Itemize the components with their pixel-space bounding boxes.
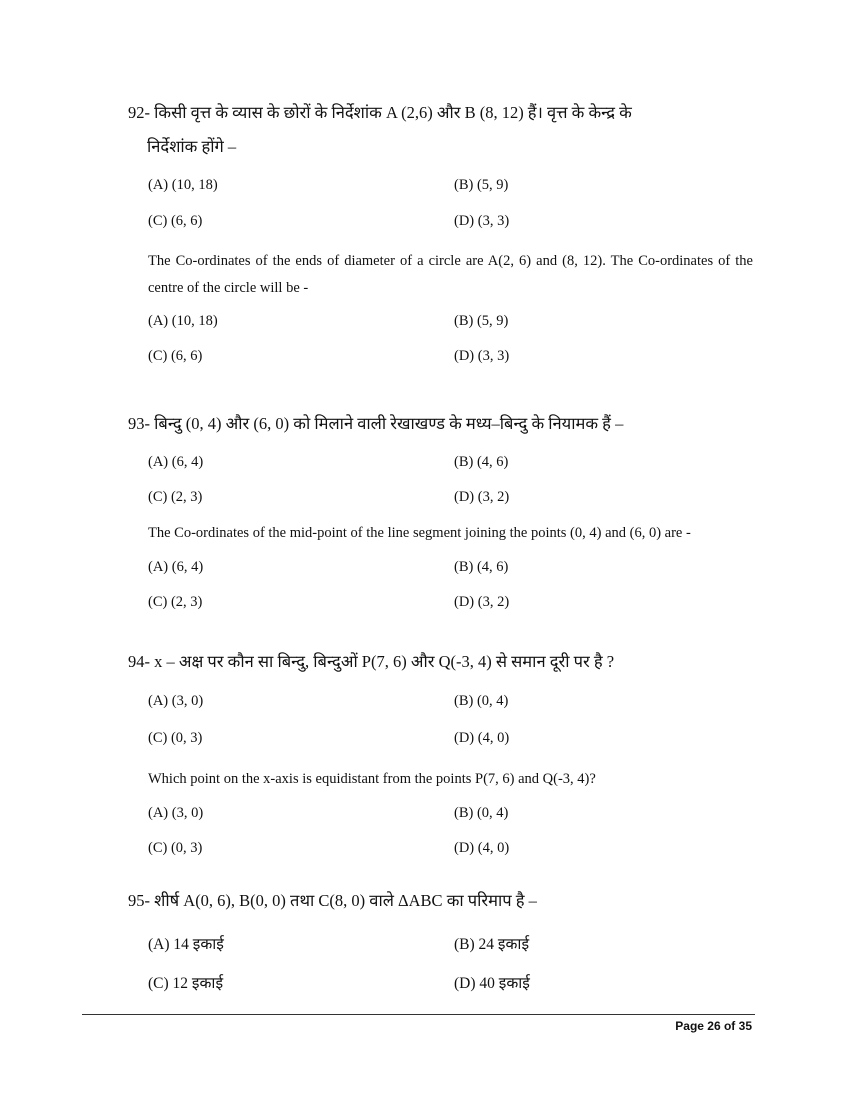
- question-94-hindi-line1: 94- x – अक्ष पर कौन सा बिन्दु, बिन्दुओं P(7, 6) और Q(-3, 4) से समान दूरी पर है ?: [128, 652, 615, 671]
- q93-en-option-d: (D) (3, 2): [454, 594, 510, 610]
- q92-en-option-b: (B) (5, 9): [454, 313, 509, 329]
- footer-divider: [82, 1014, 755, 1015]
- question-93-english: The Co-ordinates of the mid-point of the line segment joining the points (0, 4) and (6, 0) are -: [148, 525, 691, 541]
- question-92-hindi-line2: निर्देशांक होंगे –: [147, 137, 237, 156]
- q94-en-option-b: (B) (0, 4): [454, 805, 509, 821]
- q95-option-c: (C) 12 इकाई: [148, 975, 224, 992]
- page-number: Page 26 of 35: [675, 1019, 752, 1033]
- question-95-hindi-line1: 95- शीर्ष A(0, 6), B(0, 0) तथा C(8, 0) वाले ΔABC का परिमाप है –: [128, 891, 537, 910]
- question-95-hindi: [128, 884, 753, 918]
- q94-en-option-d: (D) (4, 0): [454, 840, 510, 856]
- q95-option-a: (A) 14 इकाई: [148, 936, 224, 953]
- q95-option-d: (D) 40 इकाई: [454, 975, 530, 992]
- question-94-hindi: [128, 645, 753, 679]
- q94-hi-option-c: (C) (0, 3): [148, 730, 203, 746]
- q92-hi-option-b: (B) (5, 9): [454, 177, 509, 193]
- q94-hi-option-b: (B) (0, 4): [454, 693, 509, 709]
- q94-hi-option-a: (A) (3, 0): [148, 693, 204, 709]
- q94-en-option-c: (C) (0, 3): [148, 840, 203, 856]
- q92-hi-option-c: (C) (6, 6): [148, 213, 203, 229]
- question-92-english: The Co-ordinates of the ends of diameter of a circle are A(2, 6) and (8, 12). The Co-ordinates of the centre of the circle will be -: [148, 253, 753, 296]
- question-94-english: Which point on the x-axis is equidistant from the points P(7, 6) and Q(-3, 4)?: [148, 771, 596, 787]
- q92-en-option-d: (D) (3, 3): [454, 348, 510, 364]
- q94-en-option-a: (A) (3, 0): [148, 805, 204, 821]
- q92-hi-option-d: (D) (3, 3): [454, 213, 510, 229]
- q93-en-option-c: (C) (2, 3): [148, 594, 203, 610]
- question-92-hindi: [128, 96, 753, 164]
- question-93-hindi-line1: 93- बिन्दु (0, 4) और (6, 0) को मिलाने वाली रेखाखण्ड के मध्य–बिन्दु के नियामक हैं –: [128, 414, 624, 433]
- question-92-hindi-line1: 92- किसी वृत्त के व्यास के छोरों के निर्देशांक A (2,6) और B (8, 12) हैं। वृत्त के केन्द्र के: [128, 103, 632, 122]
- q92-en-option-a: (A) (10, 18): [148, 313, 218, 329]
- q93-en-option-b: (B) (4, 6): [454, 559, 509, 575]
- q94-hi-option-d: (D) (4, 0): [454, 730, 510, 746]
- q95-option-b: (B) 24 इकाई: [454, 936, 530, 953]
- q93-hi-option-a: (A) (6, 4): [148, 454, 204, 470]
- q93-hi-option-b: (B) (4, 6): [454, 454, 509, 470]
- q93-hi-option-d: (D) (3, 2): [454, 489, 510, 505]
- q92-en-option-c: (C) (6, 6): [148, 348, 203, 364]
- question-93-hindi: [128, 407, 753, 441]
- q92-hi-option-a: (A) (10, 18): [148, 177, 218, 193]
- q93-en-option-a: (A) (6, 4): [148, 559, 204, 575]
- q93-hi-option-c: (C) (2, 3): [148, 489, 203, 505]
